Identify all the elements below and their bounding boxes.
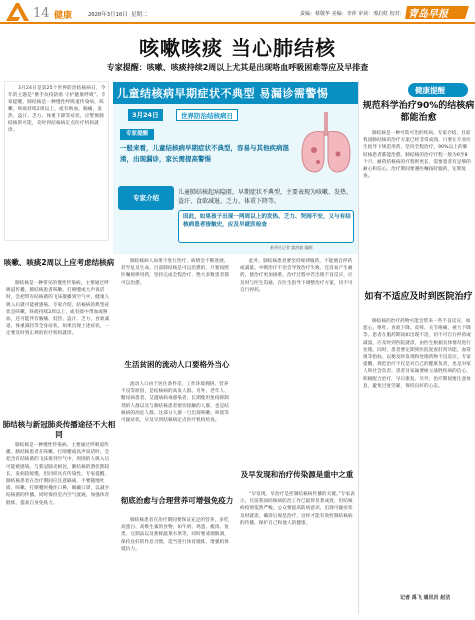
section-5-title: 及早发现和治疗传染源是重中之重 xyxy=(240,470,354,479)
column-3-body xyxy=(240,258,355,465)
poster-date: 3月24日 xyxy=(128,109,163,121)
page-number: 14 xyxy=(33,6,50,21)
section-3-body xyxy=(121,381,233,491)
section-4-body xyxy=(121,517,233,614)
sidebar-body-2 xyxy=(363,318,471,588)
sidebar-subtitle: 如有不适应及时到医院治疗 xyxy=(364,292,473,302)
section-5-body xyxy=(240,491,355,614)
column-divider xyxy=(358,80,359,614)
lungs-icon xyxy=(298,110,354,176)
sidebar-body xyxy=(363,130,471,285)
poster-title: 儿童结核病早期症状不典型 易漏诊需警惕 xyxy=(117,87,329,100)
section-2-paragraph: 肺结核是一种慢性传染病，主要通过呼吸道传播。肺结核患者在咳嗽、打喷嚏或高声说话时，会把含有结核菌的飞沫排到空气中，周围的人吸入后可能被感染。与新冠肺炎相比，肺结核的潜伏期较长，发病较缓慢，但同样具有传染性。专家提醒，肺结核患者在治疗期间应注意隔离，不要随地吐痰，咳嗽、打喷嚏时掩住口鼻，佩戴口罩，以减少结核菌的传播。同时保持室内空气流通，加强体育锻炼，提高自身免疫力。 xyxy=(6,443,110,506)
section-5-paragraph: “早发现、早治疗是控制结核病传播的关键。”专家表示，目前我国结核病防治工作已取得显著成效，但结核病疫情依然严峻。公众要提高防病意识，出现可疑症状及时就诊，确诊后规范治疗，这样才能有效控制结核病的传播，保护自己和他人的健康。 xyxy=(240,492,355,526)
sidebar-title: 规范科学治疗90%的结核病都能治愈 xyxy=(362,101,475,123)
orange-a-logo-icon xyxy=(4,2,30,22)
poster-credit: 新华社记者 翁鸿毅 编制 xyxy=(270,245,313,250)
section-2-body xyxy=(6,442,111,614)
subheadline: 专家提醒：咳嗽、咳痰持续2周以上尤其是出现咯血呼吸困难等应及早排查 xyxy=(106,63,369,72)
header-rule xyxy=(0,22,475,24)
section-3-paragraph: 流动人口由于居住条件差、工作环境拥挤、营养不良等原因，是结核病的高发人群。另外，老年人、糖尿病患者、艾滋病病毒感染者、长期使用免疫抑制剂的人群以及与肺结核患者密切接触的人群，也是结核病的高危人群。这部分人群一旦出现咳嗽、咳痰等可疑症状，应及早到结核病定点医疗机构检查。 xyxy=(121,382,229,424)
page-header xyxy=(0,0,475,22)
poster-reminder-text: 一般来看，儿童结核病早期症状不典型，容易与其他疾病混淆，出现漏诊，家长需提高警惕 xyxy=(120,144,289,163)
column-2-intro xyxy=(121,258,233,358)
column-3-paragraph: 此外，肺结核患者要坚持规律服药，不能擅自停药或减量。中断治疗不但会导致治疗失败，还容易产生耐药，使治疗更加困难。治疗过程中若出现不良反应，应及时与医生沟通，在医生指导下调整治疗方案，切不可自行停药。 xyxy=(240,259,353,293)
section-2-title: 肺结核与新冠肺炎传播途径不大相同 xyxy=(2,420,116,439)
poster-tag-expert: 专家介绍 xyxy=(118,186,174,210)
poster-tag-reminder: 专家提醒 xyxy=(120,129,154,140)
section-1-paragraph: 肺结核是一种常见的慢性传染病，主要通过呼吸道传播。肺结核患者咳嗽、打喷嚏或大声说话时，会把带有结核菌的飞沫散播到空气中，健康人吸入后就可能被感染。专家介绍，结核病的典型症状是咳嗽、咳痰持续2周以上，或有痰中带血或咯血，还可能伴有胸痛、低热、盗汗、乏力、食欲减退、体重减轻等全身症状。如果出现上述症状，一定要及时到正规的医疗机构就诊。 xyxy=(6,281,110,337)
editors-credit: 责编：蔡敬华 美编：李萍 审读：邢启虹 校对： xyxy=(300,11,405,17)
section-1-title: 咳嗽、咳痰2周以上应考虑结核病 xyxy=(3,258,115,267)
byline: 记者 禹飞 通讯员 赵洁 xyxy=(400,595,451,601)
poster-advice-text: 因此，如果孩子出现一两周以上的发热、乏力、哭闹不安，又与有结核病患者接触史，应及早就医检查 xyxy=(183,214,351,228)
poster-expert-text: 儿童肺结核起病隐匿，早期症状不典型，主要表现为咳嗽、发热、盗汗、食欲减退、乏力、体重下降等。 xyxy=(178,189,353,205)
sidebar-paragraph-2: 肺结核的治疗药物可能会带来一些不良反应，如恶心、呕吐、食欲下降、皮疹、关节疼痛、视力下降等。患者在服药期间如出现不适，切不可自行停药或减量，应及时到医院就诊，由医生根据具体情况进行处理。同时，患者要定期到医院复查肝肾功能、血常规等指标，以便及时发现和处理药物不良反应。专家提醒，规范治疗不仅是对自己的健康负责，也是对家人和社会负责。患者及家属要树立战胜疾病的信心，积极配合治疗，早日康复。另外，治疗期间要注意休息，避免过度劳累，保持良好的心态。 xyxy=(363,319,471,389)
section-1-body xyxy=(6,280,111,407)
section-4-title: 彻底治愈与合理营养可增强免疫力 xyxy=(120,496,234,505)
brand-name: 青岛早报 xyxy=(408,9,448,20)
issue-date: 2020年3月10日 星期二 xyxy=(88,12,148,18)
section-3-title: 生活贫困的流动人口要格外当心 xyxy=(124,360,230,369)
column-2-paragraph: 肺结核病人如果不进行治疗，病情会不断进展，甚至危及生命。目前肺结核是可以治愈的，只要按照医嘱规律用药，坚持完成全程治疗，绝大多数患者都可以治愈。 xyxy=(121,259,229,286)
poster-day-name: 世界防治结核病日 xyxy=(176,109,238,121)
section-name: 健康 xyxy=(54,11,73,21)
sidebar-paragraph: 肺结核是一种可防可治的疾病。专家介绍，目前我国肺结核的治疗方案已经非常成熟，只要在专业医生指导下规范用药，坚持全程治疗，90%以上的肺结核患者都能治愈。肺结核的治疗疗程一般为6至8个月，耐药结核病的疗程则更长，需要患者有足够的耐心和信心。治疗期间要遵医嘱按时服药，定期复查。 xyxy=(363,131,471,180)
section-4-paragraph: 肺结核患者在治疗期间要保证充足的营养，多吃高蛋白、高维生素的食物，如牛奶、鸡蛋、瘦肉、鱼类、豆制品以及新鲜蔬菜水果等，同时要戒烟限酒，保持良好的作息习惯，适当进行体育锻炼，增强机体抵抗力。 xyxy=(121,518,229,552)
badge-label: 健康提醒 xyxy=(415,86,445,95)
intro-paragraph: 3月24日是第25个世界防治结核病日，今年的主题是“携手抗疫防痨 守护健康呼吸”。专家提醒，肺结核是一种慢性呼吸道传染病，咳嗽、咳痰持续2周以上，或有咯血、胸痛、发热、盗汗、乏力、体重下降等症状，应警惕肺结核的可能，及时到结核病定点医疗机构就诊。 xyxy=(8,86,106,133)
headline: 咳嗽咳痰 当心肺结核 xyxy=(139,36,336,60)
